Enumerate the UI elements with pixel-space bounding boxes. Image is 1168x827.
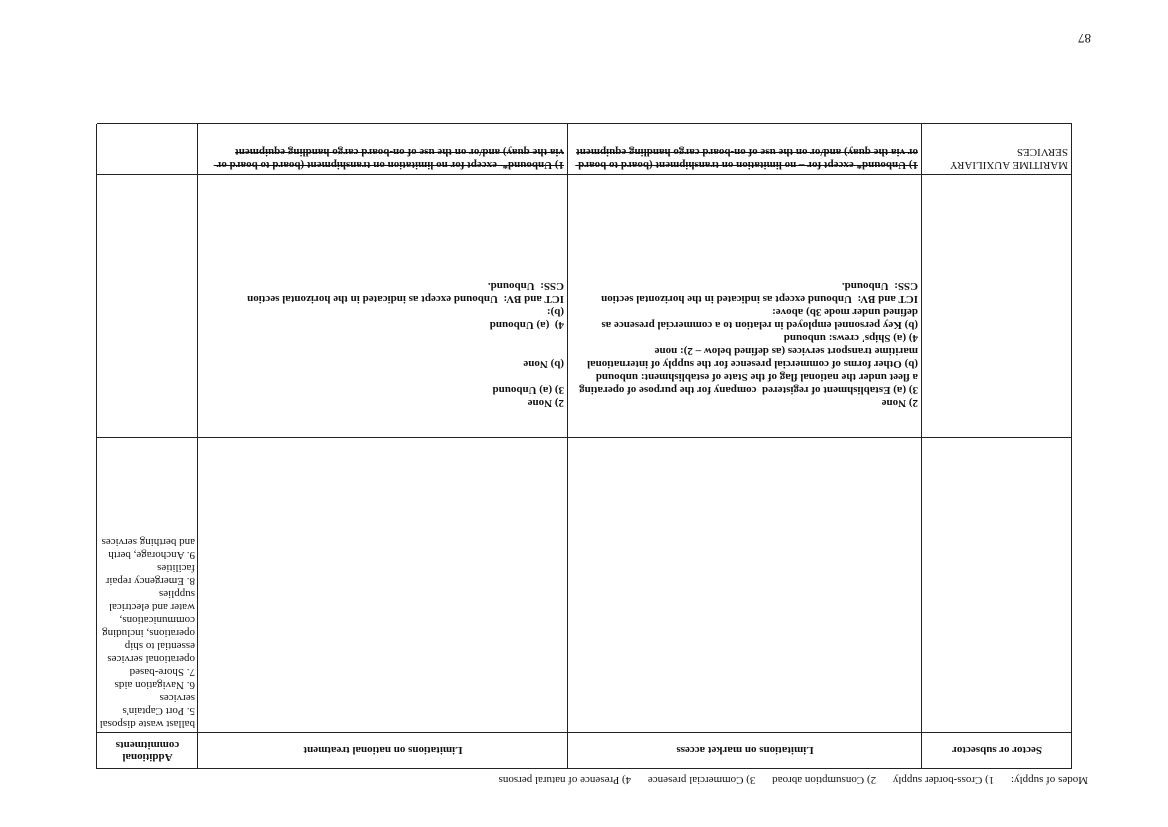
table-bottom-border (97, 123, 1072, 124)
row1-additional: ballast waste disposal 5. Port Captain's services 6. Navigation aids 7. Shore-based operational services essential to ship operations, including communications, water and electrical supplies 8. Emergency repair facilities 9. Anchorage, berth and berthing services (99, 536, 195, 730)
col-separator-1 (921, 124, 922, 769)
header-national-treatment: Limitations on national treatment (303, 744, 463, 756)
modes-of-supply (485, 774, 1088, 786)
row2-national-struck: 1) Unbound* except for no limitation on transhipment (board to board or via the quay) and/or on the use of on-board cargo handling equipment (213, 146, 564, 171)
table-left-border (1071, 124, 1072, 769)
row2-market-struck: 1) Unbound* except for – no limitation on transhipment (board to board or via the quay) and/or on the use of on-board cargo handling equipment (575, 146, 918, 171)
row2-national-body: 2) None 3) (a) Unbound (b) None 4) (a) Unbound (b): ICT and BV: Unbound except as indicated in the horizontal section CSS: Unbound. (247, 280, 564, 409)
row2-market-access (572, 173, 918, 435)
row2-national-treatment (202, 173, 564, 435)
header-market-access: Limitations on market access (676, 744, 814, 756)
table-right-border (96, 124, 97, 769)
page-number: 87 (1078, 31, 1091, 46)
modes-label: Modes of supply: (1011, 774, 1088, 786)
row-separator (97, 437, 1072, 438)
header-sector: Sector or subsector (951, 744, 1043, 756)
table-top-border (97, 768, 1072, 769)
mode-4: 4) Presence of natural persons (498, 774, 632, 786)
mode-3: 3) Commercial presence (647, 774, 756, 786)
row2-market-body: 2) None 3) (a) Establishment of registered company for the purpose of operating a fleet under the national flag of the State of establishment: unbound (b) Other forms of commercial presence for the supply of international maritime transport services (as defined below – 2): none 4) (a) Ships' crews: unbound (b) Key personnel employed in relation to a commercial presence as defined under mode 3b) above: ICT and BV: Unbound except as indicated in the horizontal section CSS: Unbound. (579, 280, 918, 409)
row2-sector: MARITIME AUXILIARY SERVICES (947, 146, 1068, 171)
header-additional: Additional commitments (115, 739, 180, 763)
mode-1: 1) Cross-border supply (892, 774, 995, 786)
mode-2: 2) Consumption abroad (772, 774, 877, 786)
col-separator-2 (567, 124, 568, 769)
col-separator-3 (197, 124, 198, 769)
